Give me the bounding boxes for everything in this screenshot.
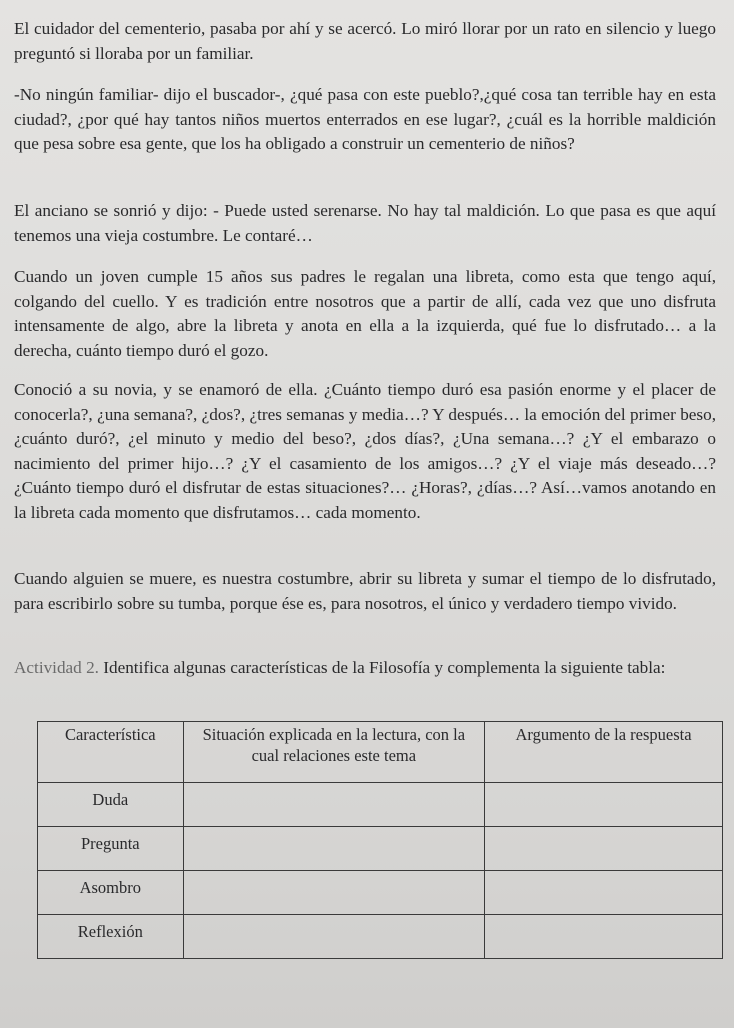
table-row — [38, 915, 723, 959]
paragraph-enjoyed-moments: Conoció a su novia, y se enamoró de ella. ¿Cuánto tiempo duró esa pasión enorme y el placer de conocerla?, ¿una semana?, ¿dos?, ¿tres semanas y media…? Y después… la emoción del primer beso, ¿cuánto duró?, ¿el minuto y medio del beso?, ¿dos días?, ¿Una semana…? ¿Y el embarazo o nacimiento del primer hijo…? ¿Y el casamiento de los amigos…? ¿Y el viaje más deseado…? ¿Cuánto tiempo duró el disfrutar de estas situaciones?… ¿Horas?, ¿días…? Así…vamos anotando en la libreta cada momento que disfrutamos… cada momento. — [14, 380, 716, 522]
header-argumento: Argumento de la respuesta — [485, 722, 723, 783]
cell-situation[interactable] — [183, 783, 484, 827]
paragraph-old-man-reply: El anciano se sonrió y dijo: - Puede usted serenarse. No hay tal maldición. Lo que pasa es que aquí tenemos una vieja costumbre. Le contaré… — [14, 201, 716, 245]
paragraph-cemetery-keeper: El cuidador del cementerio, pasaba por ahí y se acercó. Lo miró llorar por un rato en silencio y luego preguntó si lloraba por un familiar. — [14, 19, 716, 63]
table-row — [38, 827, 723, 871]
activity-label: Actividad 2. — [14, 658, 99, 677]
activity-text: Identifica algunas características de la Filosofía y complementa la siguiente tabla: — [98, 658, 666, 677]
header-caracteristica: Característica — [38, 722, 184, 783]
cell-argument[interactable] — [485, 827, 723, 871]
header-situacion: Situación explicada en la lectura, con la cual relaciones este tema — [183, 722, 484, 783]
cell-situation[interactable] — [183, 915, 484, 959]
activity-table — [37, 721, 723, 959]
cell-argument[interactable] — [485, 783, 723, 827]
cell-situation[interactable] — [183, 871, 484, 915]
paragraph-time-lived: Cuando alguien se muere, es nuestra costumbre, abrir su libreta y sumar el tiempo de lo disfrutado, para escribirlo sobre su tumba, porque ése es, para nosotros, el único y verdadero tiempo vivido. — [14, 569, 716, 613]
cell-characteristic: Duda — [38, 783, 184, 827]
cell-characteristic: Reflexión — [38, 915, 184, 959]
cell-argument[interactable] — [485, 871, 723, 915]
cell-characteristic: Pregunta — [38, 827, 184, 871]
table-header-row — [38, 722, 723, 783]
table-row — [38, 871, 723, 915]
activity-instruction — [14, 656, 716, 681]
paragraph-notebook-tradition: Cuando un joven cumple 15 años sus padres le regalan una libreta, como esta que tengo aquí, colgando del cuello. Y es tradición entre nosotros que a partir de allí, cada vez que uno disfruta intensamente de algo, abre la libreta y anota en ella a la izquierda, qué fue lo disfrutado… a la derecha, cuánto tiempo duró el gozo. — [14, 267, 716, 360]
cell-argument[interactable] — [485, 915, 723, 959]
paragraph-seeker-question: -No ningún familiar- dijo el buscador-, ¿qué pasa con este pueblo?,¿qué cosa tan terrible hay en esta ciudad?, ¿por qué hay tantos niños muertos enterrados en ese lugar?, ¿cuál es la horrible maldición que pesa sobre esa gente, que los ha obligado a construir un cementerio de niños? — [14, 85, 716, 154]
table-row — [38, 783, 723, 827]
cell-characteristic: Asombro — [38, 871, 184, 915]
cell-situation[interactable] — [183, 827, 484, 871]
